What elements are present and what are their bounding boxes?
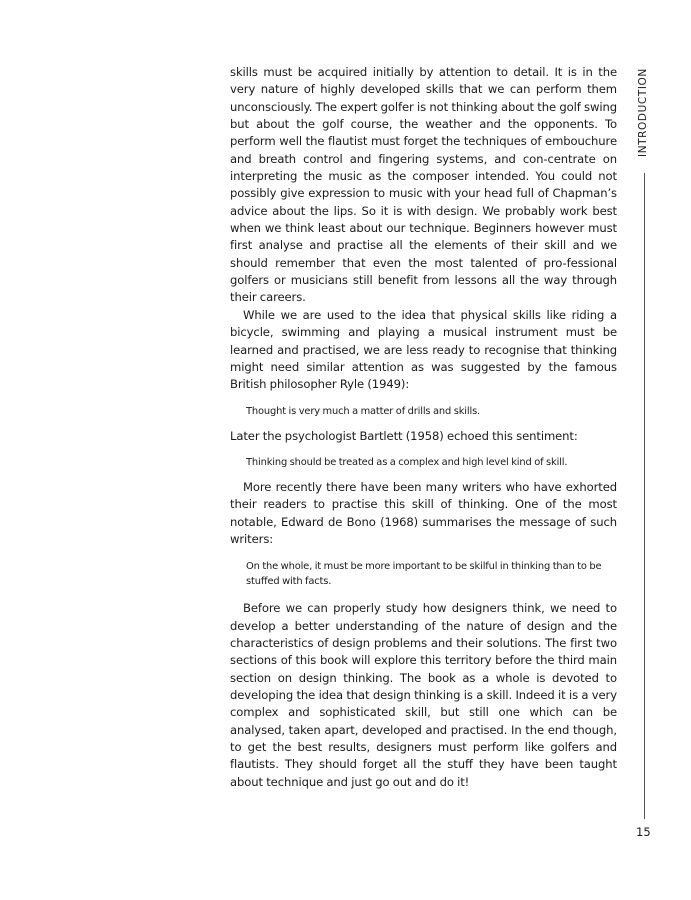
spacer — [230, 548, 617, 559]
page-number: 15 — [636, 825, 651, 839]
spacer — [230, 470, 617, 479]
margin-rule — [644, 173, 645, 819]
section-label: INTRODUCTION — [637, 68, 649, 157]
quote-ryle: Thought is very much a matter of drills and skills. — [246, 405, 481, 417]
spacer — [230, 445, 617, 455]
quote-bartlett: Thinking should be treated as a complex and high level kind of skill. — [246, 456, 568, 468]
quote-de-bono: On the whole, it must be more important to be skilful in thinking than to be stuffed with facts. — [246, 561, 602, 588]
paragraph-de-bono: More recently there have been many writers who have exhorted their readers to practise this skill of thinking. One of the most notable, Edward de Bono (1968) summarises the message of such writers: — [230, 479, 617, 546]
paragraph-design-thinking: Before we can properly study how designers think, we need to develop a better understanding of the nature of design and the characteristics of design problems and their solutions. The first two sections of this book will explore this territory before the third main section on design thinking. The book as a whole is devoted to developing the idea that design thinking is a skill. Indeed it is a very complex and sophisticated skill, but still one which can be analysed, taken apart, developed and practised. In the end though, to get the best results, designers must perform like golfers and flautists. They should forget all the stuff they have been taught about technique and just go out and do it! — [230, 601, 617, 789]
body-text-column — [230, 64, 617, 791]
spacer — [230, 419, 617, 428]
paragraph-physical-skills: While we are used to the idea that physical skills like riding a bicycle, swimming and playing a musical instrument must be learned and practised, we are less ready to recognise that thinking might need similar attention as was suggested by the famous British philosopher Ryle (1949): — [230, 307, 617, 392]
paragraph-bartlett: Later the psychologist Bartlett (1958) echoed this sentiment: — [230, 428, 578, 443]
paragraph-continuation: skills must be acquired initially by attention to detail. It is in the very nature of highly developed skills that we can perform them unconsciously. The expert golfer is not thinking about the golf swing but about the golf course, the weather and the opponents. To perform well the flautist must forget the techniques of embouchure and breath control and fingering systems, and con-centrate on interpreting the music as the composer intended. You could not possibly give expression to music with your head full of Chapman’s advice about the lips. So it is with design. We probably work best when we think least about our technique. Beginners however must first analyse and practise all the elements of their skill and we should remember that even the most talented of pro-fessional golfers or musicians still benefit from lessons all the way through their careers. — [230, 65, 617, 305]
spacer — [230, 394, 617, 404]
spacer — [230, 589, 617, 600]
